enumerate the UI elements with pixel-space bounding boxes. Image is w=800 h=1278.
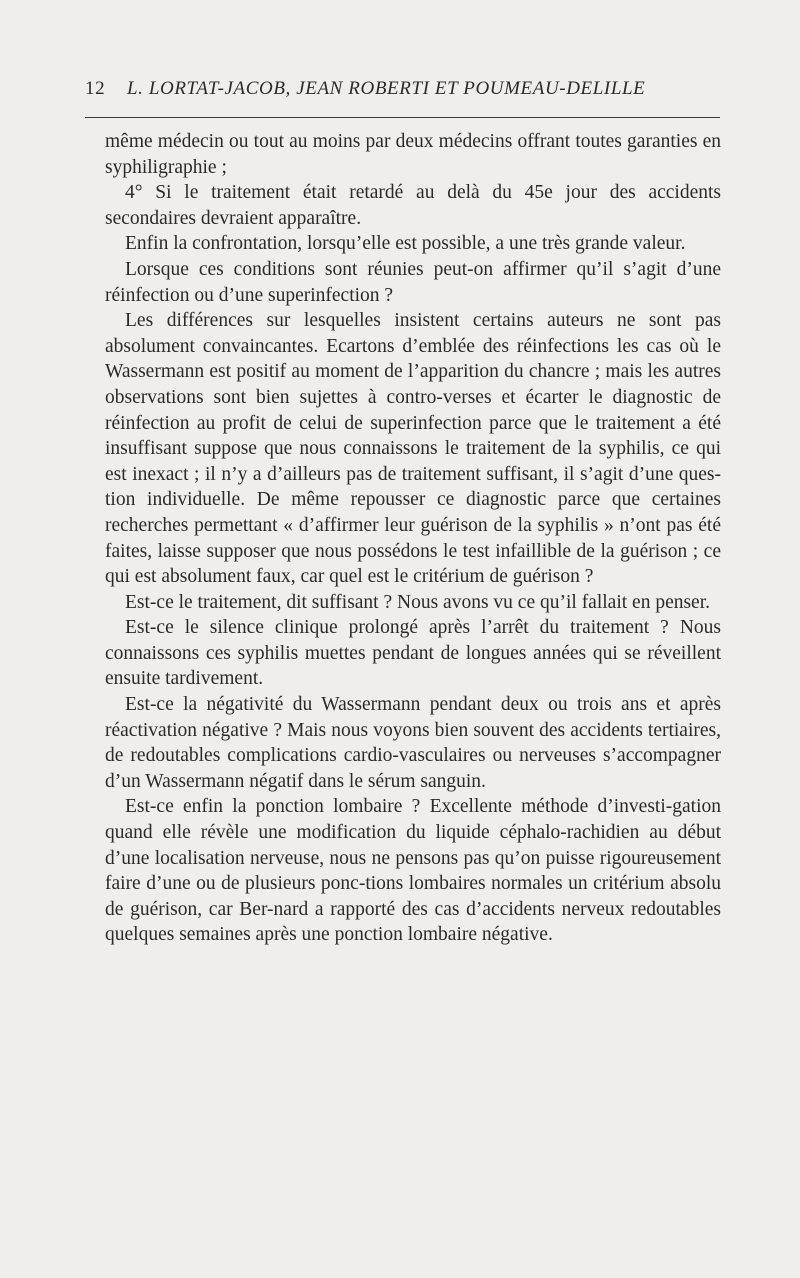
paragraph: Lorsque ces conditions sont réunies peut-on affirmer qu’il s’agit d’une réinfection ou d’une superinfection ? bbox=[105, 258, 721, 306]
paragraph: même médecin ou tout au moins par deux médecins offrant toutes garanties en syphiligraphie ; bbox=[105, 131, 721, 178]
paragraph: Est-ce enfin la ponction lombaire ? Excellente méthode d’investi-gation quand elle révèle une modification du liquide céphalo-rachidien au début d’une localisation nerveuse, nous ne pensons pas qu’on puisse rigoureusement faire d’une ou de plusieurs ponc-tions lombaires normales un critérium absolu de guérison, car Ber-nard a rapporté des cas d’accidents nerveux redoutables quelques semaines après une ponction lombaire négative. bbox=[105, 796, 721, 946]
page-header bbox=[85, 78, 720, 100]
paragraph: Les différences sur lesquelles insistent certains auteurs ne sont pas absolument convaincantes. Ecartons d’emblée des réinfections les cas où le Wassermann est positif au moment de l’apparition du chancre ; mais les autres observations sont bien sujettes à contro-verses et écarter le diagnostic de réinfection au profit de celui de superinfection parce que le traitement a été insuffisant suppose que nous connaissons le traitement de la syphilis, ce qui est inexact ; il n’y a d’ailleurs pas de traitement suffisant, il s’agit d’une ques-tion individuelle. De même repousser ce diagnostic parce que certaines recherches permettant « d’affirmer leur guérison de la syphilis » n’ont pas été faites, laisse supposer que nous possédons le test infaillible de la guérison ; ce qui est absolument faux, car quel est le critérium de guérison ? bbox=[105, 310, 721, 588]
page-number: 12 bbox=[85, 78, 106, 99]
running-head: L. LORTAT-JACOB, JEAN ROBERTI ET POUMEAU-DELILLE bbox=[127, 78, 646, 99]
paragraph: Enfin la confrontation, lorsqu’elle est possible, a une très grande valeur. bbox=[125, 233, 686, 255]
body-text bbox=[105, 129, 721, 948]
header-rule bbox=[85, 117, 720, 118]
paragraph: Est-ce le silence clinique prolongé après l’arrêt du traitement ? Nous connaissons ces syphilis muettes pendant de longues années qui se réveillent ensuite tardivement. bbox=[105, 617, 721, 690]
paragraph: 4° Si le traitement était retardé au delà du 45e jour des accidents secondaires devraient apparaître. bbox=[105, 182, 721, 229]
paragraph: Est-ce la négativité du Wassermann pendant deux ou trois ans et après réactivation négative ? Mais nous voyons bien souvent des accidents tertiaires, de redoutables complications cardio-vasculaires ou nerveuses s’accompagner d’un Wassermann négatif dans le sérum sanguin. bbox=[105, 694, 721, 792]
paragraph: Est-ce le traitement, dit suffisant ? Nous avons vu ce qu’il fallait en penser. bbox=[125, 591, 711, 613]
